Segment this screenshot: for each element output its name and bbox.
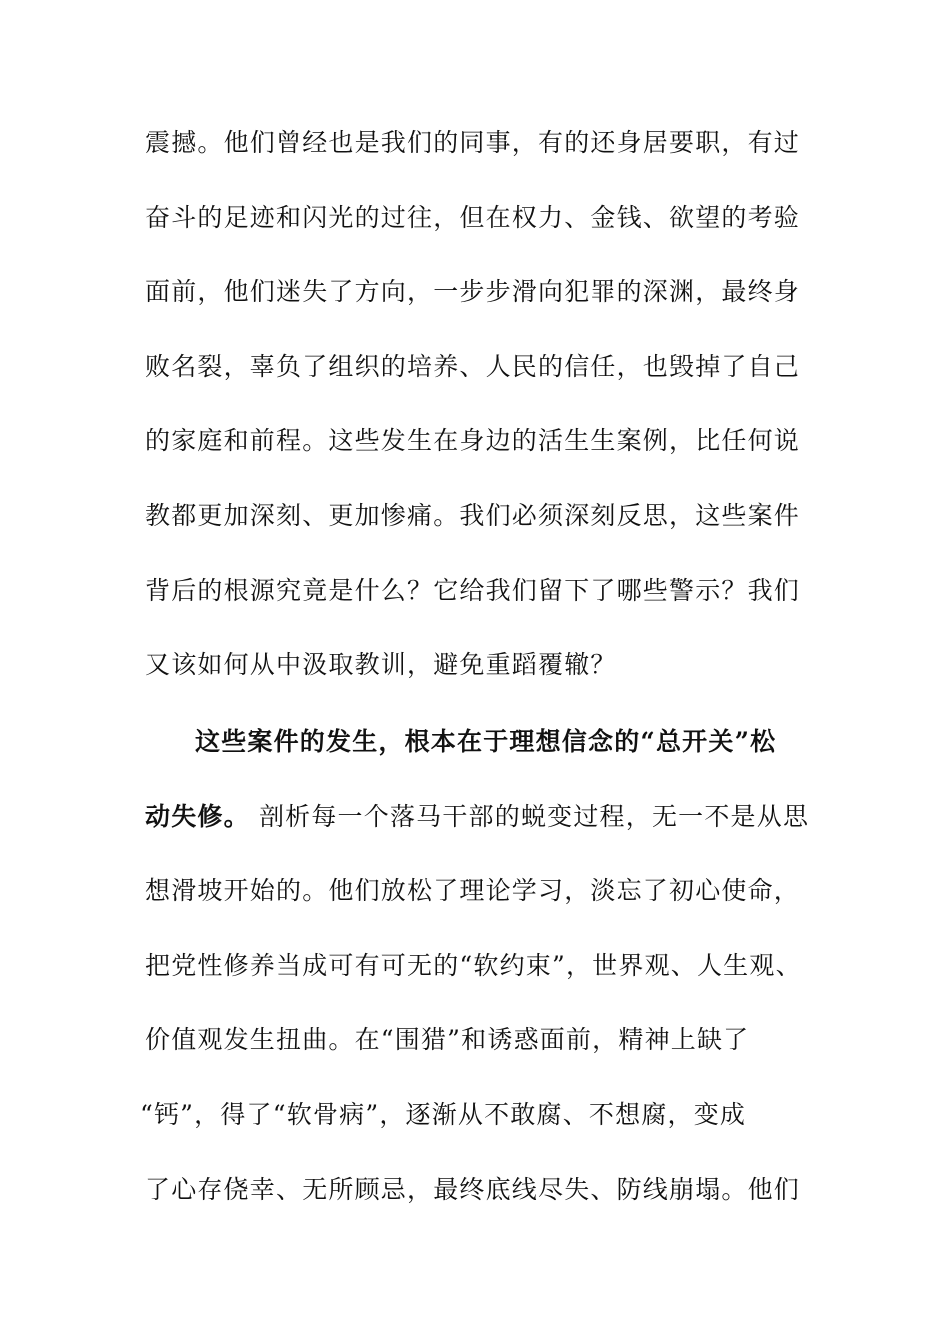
- paragraph-1-line-8: 又该如何从中汲取教训，避免重蹈覆辙？: [145, 650, 617, 679]
- paragraph-1-line-5: 的家庭和前程。这些发生在身边的活生生案例，比任何说: [145, 426, 801, 455]
- paragraph-1-line-4: 败名裂，辜负了组织的培养、人民的信任，也毁掉了自己: [145, 352, 801, 381]
- paragraph-1-line-1: 震撼。他们曾经也是我们的同事，有的还身居要职，有过: [145, 128, 801, 157]
- paragraph-2-heading-line-1: 这些案件的发生，根本在于理想信念的“总开关”松: [195, 727, 777, 756]
- paragraph-2-line-4: 把党性修养当成可有可无的“软约束”，世界观、人生观、: [145, 951, 802, 980]
- paragraph-2-line-6: “钙”，得了“软骨病”，逐渐从不敢腐、不想腐，变成: [140, 1100, 747, 1129]
- paragraph-2-line-3: 想滑坡开始的。他们放松了理论学习，淡忘了初心使命，: [145, 876, 801, 905]
- paragraph-2-heading-line-2: 动失修。: [145, 802, 250, 831]
- paragraph-2-line-7: 了心存侥幸、无所顾忌，最终底线尽失、防线崩塌。他们: [145, 1175, 801, 1204]
- paragraph-2-line-5: 价值观发生扭曲。在“围猎”和诱惑面前，精神上缺了: [145, 1025, 750, 1054]
- paragraph-1-line-2: 奋斗的足迹和闪光的过往，但在权力、金钱、欲望的考验: [145, 203, 801, 232]
- paragraph-2-line-2-rest: 剖析每一个落马干部的蜕变过程，无一不是从思: [249, 802, 810, 831]
- paragraph-1-line-7: 背后的根源究竟是什么？它给我们留下了哪些警示？我们: [145, 576, 801, 605]
- paragraph-2-line-2: [145, 802, 809, 832]
- paragraph-1-line-6: 教都更加深刻、更加惨痛。我们必须深刻反思，这些案件: [145, 501, 801, 530]
- paragraph-1-line-3: 面前，他们迷失了方向，一步步滑向犯罪的深渊，最终身: [145, 277, 801, 306]
